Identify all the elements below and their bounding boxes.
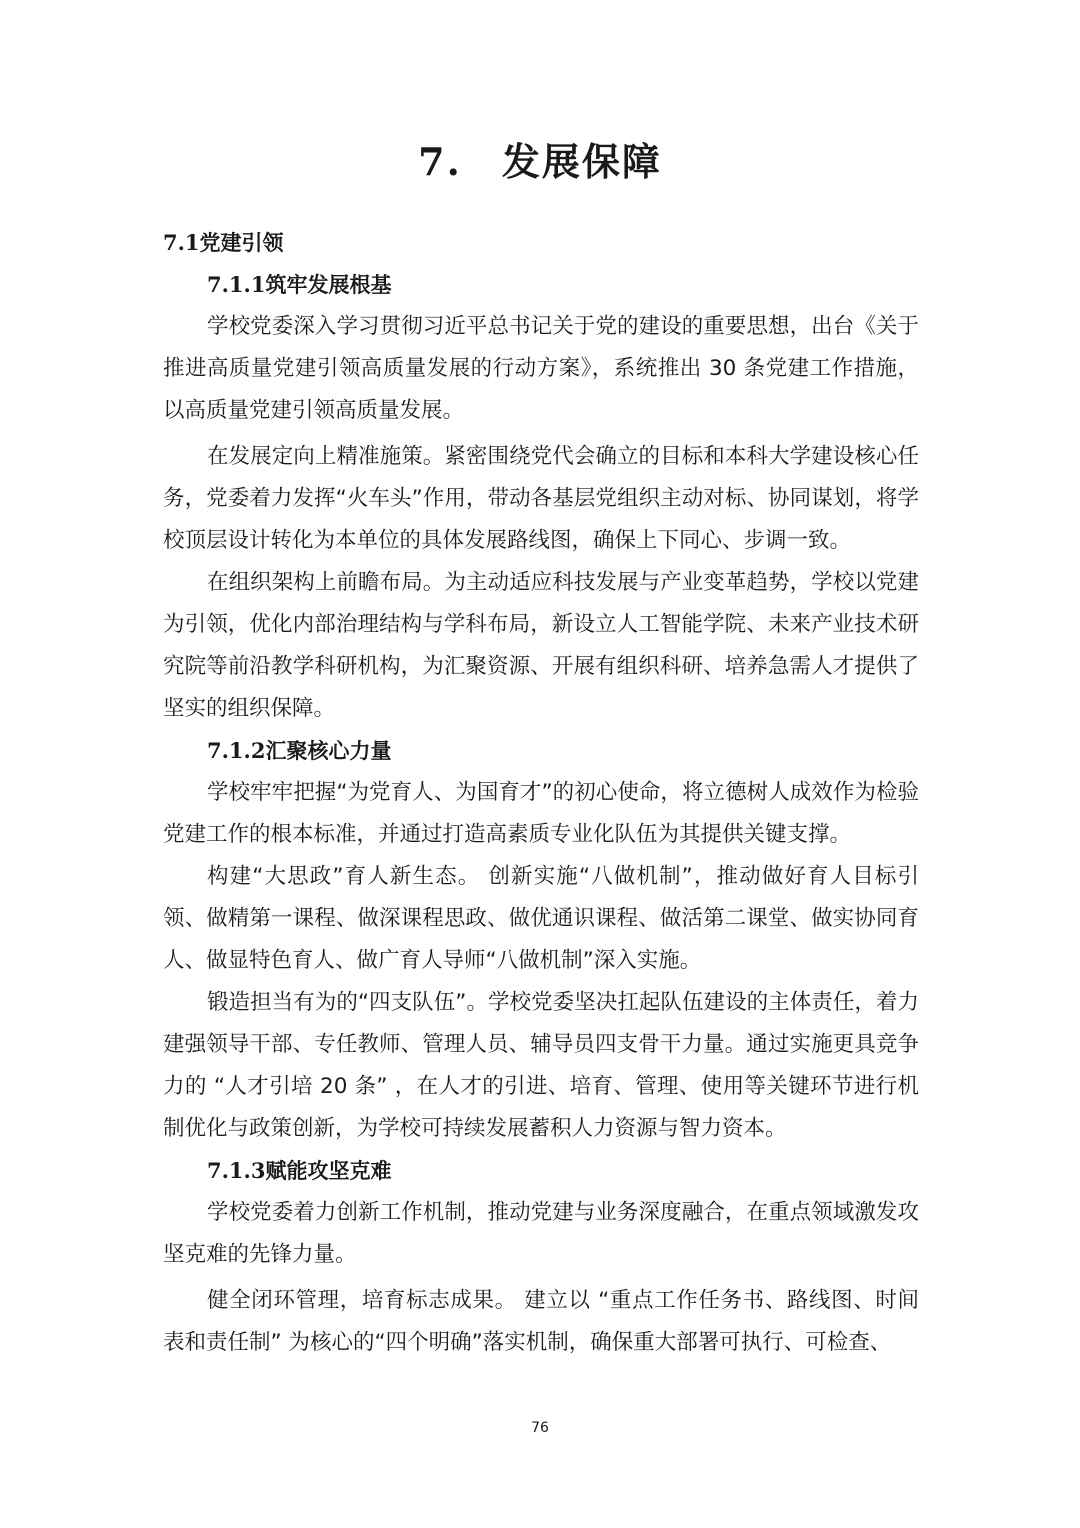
- paragraph: 在发展定向上精准施策。紧密围绕党代会确立的目标和本科大学建设核心任务，党委着力发挥“火车头”作用，带动各基层党组织主动对标、协同谋划，将学校顶层设计转化为本单位的具体发展路线图，确保上下同心、步调一致。: [163, 444, 919, 553]
- document-body: [163, 222, 919, 1364]
- chapter-title: [0, 132, 1080, 192]
- paragraph: 学校党委着力创新工作机制，推动党建与业务深度融合，在重点领域激发攻坚克难的先锋力量。: [163, 1200, 919, 1267]
- paragraph: 学校牢牢把握“为党育人、为国育才”的初心使命，将立德树人成效作为检验党建工作的根本标准，并通过打造高素质专业化队伍为其提供关键支撑。: [163, 780, 919, 847]
- paragraph: 健全闭环管理，培育标志成果。 建立以 “重点工作任务书、路线图、时间表和责任制” 为核心的“四个明确”落实机制，确保重大部署可执行、可检查、: [163, 1288, 919, 1355]
- section-heading-7-1: 7.1党建引领: [163, 230, 284, 255]
- section-heading-7-1-2: 7.1.2汇聚核心力量: [207, 738, 392, 763]
- paragraph: 锻造担当有为的“四支队伍”。学校党委坚决扛起队伍建设的主体责任，着力建强领导干部、专任教师、管理人员、辅导员四支骨干力量。通过实施更具竞争力的 “人才引培 20 条” ，在人才的引进、培育、管理、使用等关键环节进行机制优化与政策创新，为学校可持续发展蓄积人力资源与智力资本。: [163, 990, 919, 1141]
- section-heading-7-1-1: 7.1.1筑牢发展根基: [207, 272, 392, 297]
- section-heading-7-1-3: 7.1.3赋能攻坚克难: [207, 1158, 392, 1183]
- paragraph: 学校党委深入学习贯彻习近平总书记关于党的建设的重要思想，出台《关于推进高质量党建引领高质量发展的行动方案》，系统推出 30 条党建工作措施，以高质量党建引领高质量发展。: [163, 314, 919, 423]
- chapter-number: 7.: [418, 139, 462, 184]
- paragraph: 在组织架构上前瞻布局。为主动适应科技发展与产业变革趋势，学校以党建为引领，优化内部治理结构与学科布局，新设立人工智能学院、未来产业技术研究院等前沿教学科研机构，为汇聚资源、开展有组织科研、培养急需人才提供了坚实的组织保障。: [163, 570, 919, 721]
- page-number: 76: [531, 1420, 549, 1436]
- paragraph: 构建“大思政”育人新生态。 创新实施“八做机制”，推动做好育人目标引领、做精第一课程、做深课程思政、做优通识课程、做活第二课堂、做实协同育人、做显特色育人、做广育人导师“八做机制”深入实施。: [163, 864, 919, 973]
- chapter-title-text: 发展保障: [501, 139, 662, 184]
